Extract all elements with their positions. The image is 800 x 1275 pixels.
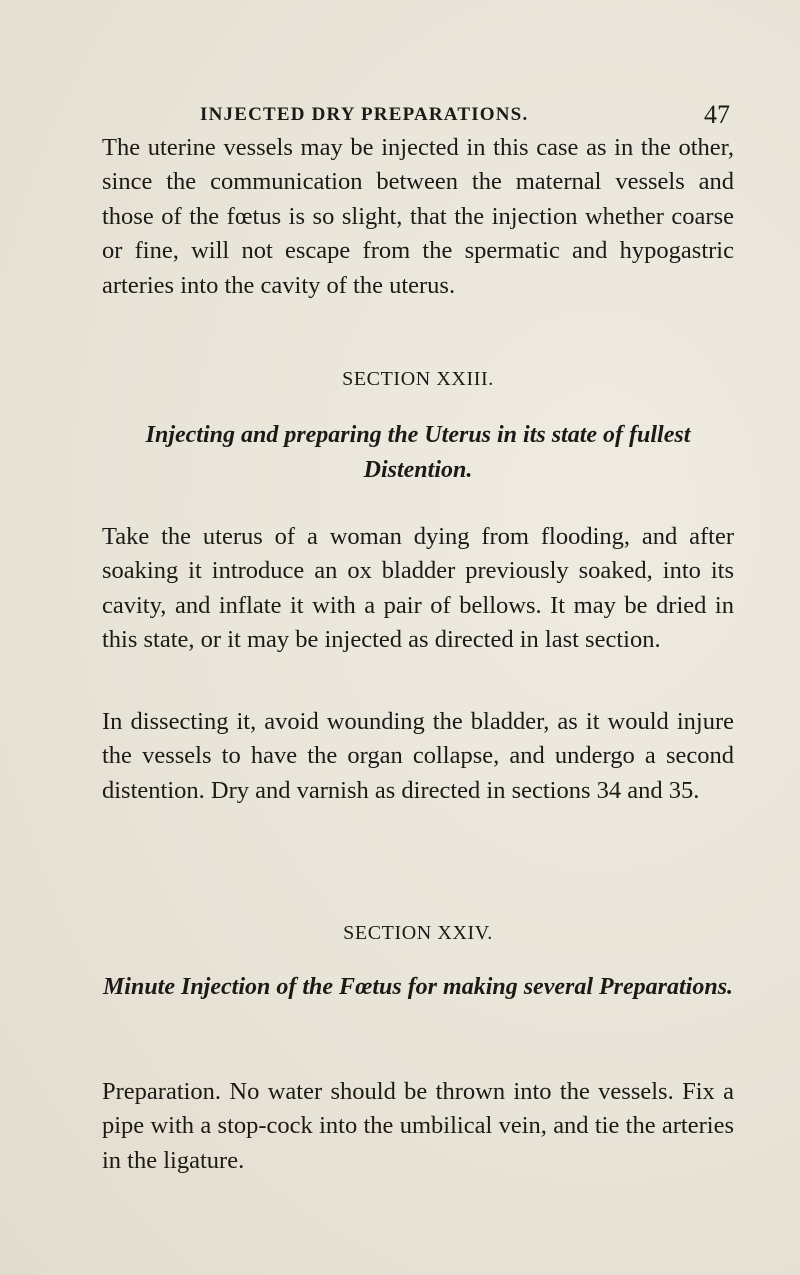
section-title-xxiv: Minute Injection of the Fœtus for making several Preparations. [102,974,734,1000]
running-head-title: INJECTED DRY PREPARATIONS. [200,104,529,125]
paragraph-take-uterus: Take the uterus of a woman dying from flooding, and after soaking it introduce an ox bladder previously soaked, into its cavity, and inflate it with a pair of bellows. It may be dried in this state, or it may be injected as directed in last section. [102,522,734,654]
section-heading-xxiii: SECTION XXIII. [342,368,494,390]
running-head [200,100,730,132]
section-title-xxiii: Injecting and preparing the Uterus in its state of fullest Distention. [145,422,691,483]
paragraph-dissecting: In dissecting it, avoid wounding the bladder, as it would injure the vessels to have the organ collapse, and undergo a second distention. Dry and varnish as directed in sections 34 and 35. [102,707,734,804]
paragraph-uterine-vessels: The uterine vessels may be injected in this case as in the other, since the communication between the maternal vessels and those of the fœtus is so slight, that the injection whether coarse or fine, will not escape from the spermatic and hypogastric arteries into the cavity of the uterus. [102,133,734,299]
page-number: 47 [704,100,730,129]
paragraph-preparation: Preparation. No water should be thrown into the vessels. Fix a pipe with a stop-cock into the umbilical vein, and tie the arteries in the ligature. [102,1077,734,1174]
section-heading-xxiv: SECTION XXIV. [343,922,493,944]
